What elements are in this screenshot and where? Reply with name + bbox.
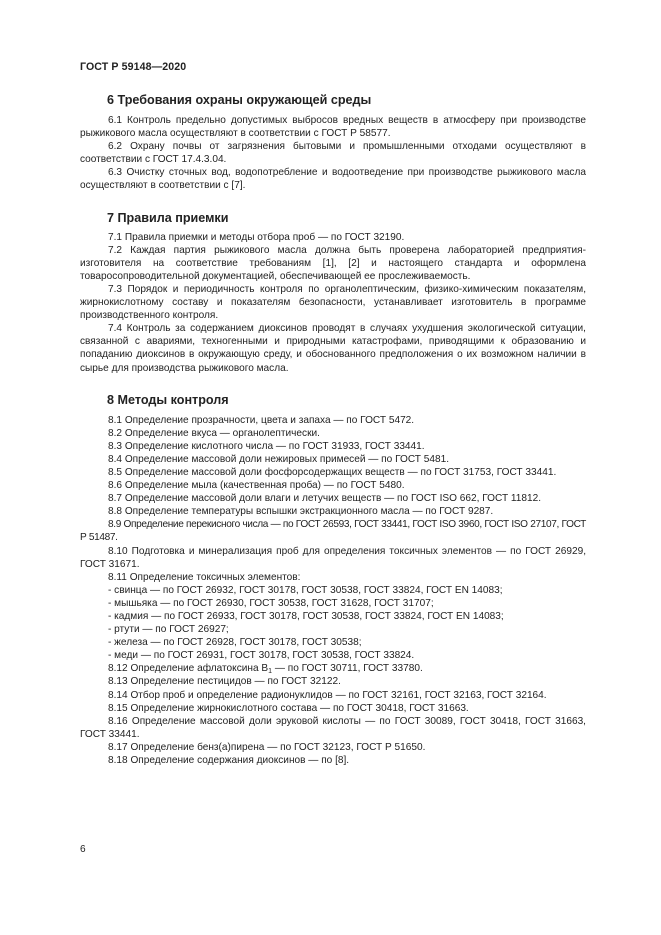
clause-8-12-text: 8.12 Определение афлатоксина В [108,663,269,675]
clause-6-2: 6.2 Охрану почвы от загрязнения бытовыми и промышленными отходами осуществляют в соответствии с ГОСТ 17.4.3.04. [80,141,586,166]
clause-6-3: 6.3 Очистку сточных вод, водопотребление и водоотведение при производстве рыжикового масла осуществляют в соответствии с [7]. [80,167,586,192]
clause-8-17: 8.17 Определение бенз(а)пирена — по ГОСТ 32123, ГОСТ Р 51650. [108,741,426,753]
clause-8-5: 8.5 Определение массовой доли фосфорсодержащих веществ — по ГОСТ 31753, ГОСТ 33441. [108,466,557,478]
clause-8-11: 8.11 Определение токсичных элементов: [108,571,301,583]
document-header: ГОСТ Р 59148—2020 [80,61,187,73]
clause-8-3: 8.3 Определение кислотного числа — по ГОСТ 31933, ГОСТ 33441. [108,440,425,452]
clause-8-12 [80,662,586,675]
clause-8-1: 8.1 Определение прозрачности, цвета и запаха — по ГОСТ 5472. [108,414,415,426]
section-6-title: 6 Требования охраны окружающей среды [107,93,372,107]
clause-7-3: 7.3 Порядок и периодичность контроля по органолептическим, физико-химическим показателям, жирнокислотному составу и показателям безопасности, устанавливает изготовитель в программе производственного контроля. [80,283,586,322]
clause-8-4: 8.4 Определение массовой доли нежировых примесей — по ГОСТ 5481. [108,453,450,465]
clause-8-13: 8.13 Определение пестицидов — по ГОСТ 32122. [108,676,341,688]
clause-8-12-refs: — по ГОСТ 30711, ГОСТ 33780. [272,663,423,675]
clause-8-15: 8.15 Определение жирнокислотного состава — по ГОСТ 30418, ГОСТ 31663. [108,702,469,714]
page-number: 6 [80,844,86,855]
toxic-item-mercury: - ртути — по ГОСТ 26927; [108,624,229,636]
clause-8-10: 8.10 Подготовка и минерализация проб для определения токсичных элементов — по ГОСТ 26929, ГОСТ 31671. [80,545,586,570]
clause-8-16: 8.16 Определение массовой доли эруковой кислоты — по ГОСТ 30089, ГОСТ 30418, ГОСТ 31663, ГОСТ 33441. [80,715,586,740]
toxic-item-copper: - меди — по ГОСТ 26931, ГОСТ 30178, ГОСТ 30538, ГОСТ 33824. [108,650,415,662]
toxic-item-cadmium: - кадмия — по ГОСТ 26933, ГОСТ 30178, ГОСТ 30538, ГОСТ 33824, ГОСТ EN 14083; [108,611,504,622]
clause-8-12-subscript: 1 [268,668,273,676]
toxic-item-lead: - свинца — по ГОСТ 26932, ГОСТ 30178, ГОСТ 30538, ГОСТ 33824, ГОСТ EN 14083; [108,584,503,596]
clause-7-2: 7.2 Каждая партия рыжикового масла должна быть проверена лабораторией предприятия-изготовителя на соответствие требованиям [1], [2] и настоящего стандарта и оформлена товаросопроводительной документацией, обеспечивающей ее прослеживаемость. [80,244,586,282]
clause-8-7: 8.7 Определение массовой доли влаги и летучих веществ — по ГОСТ ISO 662, ГОСТ 11812. [108,493,542,505]
page-content [80,92,586,767]
toxic-item-iron: - железа — по ГОСТ 26928, ГОСТ 30178, ГОСТ 30538; [108,637,362,649]
toxic-item-arsenic: - мышьяка — по ГОСТ 26930, ГОСТ 30538, ГОСТ 31628, ГОСТ 31707; [108,597,434,609]
clause-8-8: 8.8 Определение температуры вспышки экстракционного масла — по ГОСТ 9287. [108,506,494,518]
clause-8-18: 8.18 Определение содержания диоксинов — по [8]. [108,755,350,767]
clause-6-1: 6.1 Контроль предельно допустимых выбросов вредных веществ в атмосферу при производстве рыжикового масла осуществляют в соответствии с ГОСТ Р 58577. [80,115,586,140]
clause-8-2: 8.2 Определение вкуса — органолептически. [108,427,320,439]
clause-7-1: 7.1 Правила приемки и методы отбора проб — по ГОСТ 32190. [108,231,405,243]
clause-8-9: 8.9 Определение перекисного числа — по ГОСТ 26593, ГОСТ 33441, ГОСТ ISO 3960, ГОСТ ISO 27107, ГОСТ Р 51487. [80,519,586,544]
clause-8-6: 8.6 Определение мыла (качественная проба) — по ГОСТ 5480. [108,480,405,492]
section-7-title: 7 Правила приемки [107,210,229,225]
section-8-title: 8 Методы контроля [107,392,229,407]
clause-7-4: 7.4 Контроль за содержанием диоксинов проводят в случаях ухудшения экологической ситуации, связанной с авариями, техногенными и природными катастрофами, приводящими к образованию и попаданию диоксинов в окружающую среду, и обоснованного предположения о их возможном наличии в сырье для производства рыжикового масла. [80,323,586,374]
clause-8-14: 8.14 Отбор проб и определение радионуклидов — по ГОСТ 32161, ГОСТ 32163, ГОСТ 32164. [108,689,547,701]
